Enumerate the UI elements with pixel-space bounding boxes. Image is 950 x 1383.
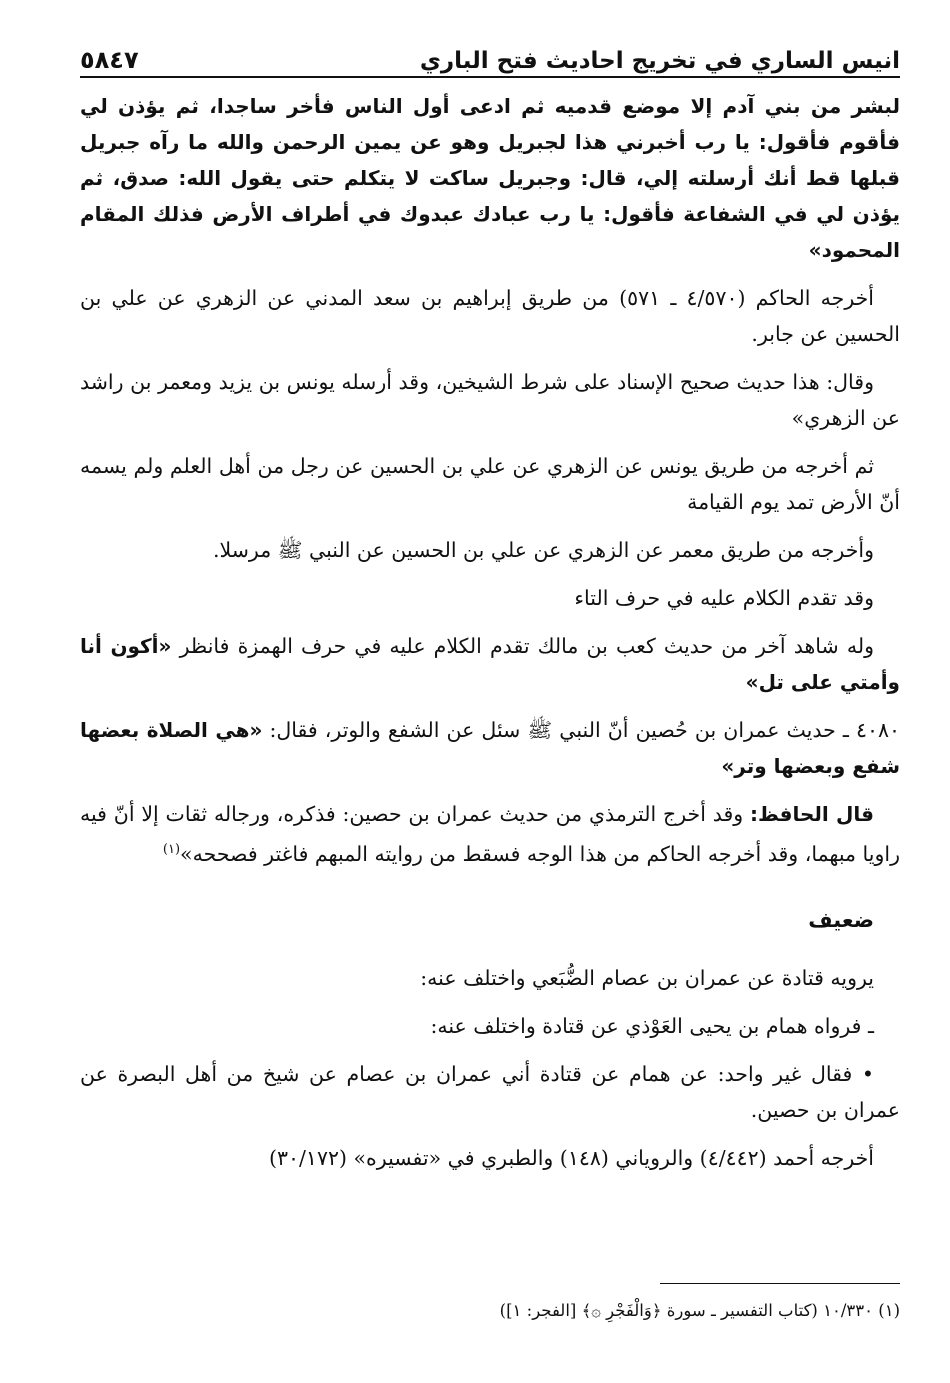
hadith-text-continuation: لبشر من بني آدم إلا موضع قدميه ثم ادعى أول الناس فأخر ساجدا، ثم يؤذن لي فأقوم فأقول: يا رب أخبرني هذا لجبريل وهو عن يمين الرحمن والله ما رآه جبريل قبلها قط أنك أرسلته إلي، قال: وجبريل ساكت لا يتكلم حتى يقول الله: صدق، ثم يؤذن لي في الشفاعة فأقول: يا رب عبادك عبدوك في أطراف الأرض فذلك المقام المحمود» — [80, 94, 900, 262]
hadith-entry-4080 — [80, 712, 900, 784]
illah-paragraph: يرويه قتادة عن عمران بن عصام الضُّبَعي واختلف عنه: — [420, 965, 874, 990]
footnote: (١) ١٠/٣٣٠ (كتاب التفسير ـ سورة ﴿وَالْفَجْرِ ۞﴾ [الفجر: ١]) — [499, 1301, 900, 1320]
shahid-paragraph — [80, 628, 900, 700]
book-title: انيس الساري في تخريج احاديث فتح الباري — [419, 48, 900, 74]
illah-paragraph: ـ فرواه همام بن يحيى العَوْذي عن قتادة واختلف عنه: — [430, 1013, 874, 1038]
hafiz-quote — [80, 796, 900, 872]
running-header — [80, 34, 900, 74]
header-rule — [80, 76, 900, 78]
hadith-entry-quote: «هي الصلاة بعضها شفع وبعضها وتر» — [80, 718, 900, 778]
takhrij-paragraph: أخرجه أحمد (٤/٤٤٢) والروياني (١٤٨) والطبري في «تفسيره» (٣٠/١٧٢) — [269, 1145, 874, 1170]
cross-reference: وقد تقدم الكلام عليه في حرف التاء — [574, 586, 874, 610]
footnote-rule — [660, 1283, 900, 1284]
shahid-text: وله شاهد آخر من حديث كعب بن مالك تقدم الكلام عليه في حرف الهمزة فانظر — [179, 634, 874, 658]
illah-paragraph: • فقال غير واحد: عن همام عن قتادة أني عمران بن عصام عن شيخ من أهل البصرة عن عمران بن حصين. — [80, 1061, 900, 1122]
hakim-comment: وقال: هذا حديث صحيح الإسناد على شرط الشيخين، وقد أرسله يونس بن يزيد ومعمر بن راشد عن الزهري» — [80, 370, 900, 430]
page-number: ٥٨٤٧ — [80, 46, 139, 74]
hadith-entry-text: ٤٠٨٠ ـ حديث عمران بن حُصين أنّ النبي ﷺ سئل عن الشفع والوتر، فقال: — [269, 718, 900, 742]
hafiz-text: وقد أخرج الترمذي من حديث عمران بن حصين: فذكره، ورجاله ثقات إلا أنّ فيه راويا مبهما، وقد أخرجه الحاكم من هذا الوجه فسقط من روايته المبهم فاغتر فصححه» — [80, 802, 900, 866]
shahid-hadith-title: «أكون أنا وأمتي على تل» — [80, 634, 900, 694]
takhrij-paragraph: أخرجه الحاكم (٤/٥٧٠ ـ ٥٧١) من طريق إبراهيم بن سعد المدني عن الزهري عن علي بن الحسين عن جابر. — [80, 286, 900, 346]
footnote-marker: (١) — [162, 842, 181, 857]
takhrij-paragraph: وأخرجه من طريق معمر عن الزهري عن علي بن الحسين عن النبي ﷺ مرسلا. — [213, 538, 874, 562]
takhrij-paragraph: ثم أخرجه من طريق يونس عن الزهري عن علي بن الحسين عن رجل من أهل العلم ولم يسمه أنّ الأرض تمد يوم القيامة — [80, 454, 900, 514]
grading-heading: ضعيف — [808, 907, 874, 932]
hafiz-label: قال الحافظ: — [749, 802, 874, 826]
main-text — [80, 88, 900, 1188]
